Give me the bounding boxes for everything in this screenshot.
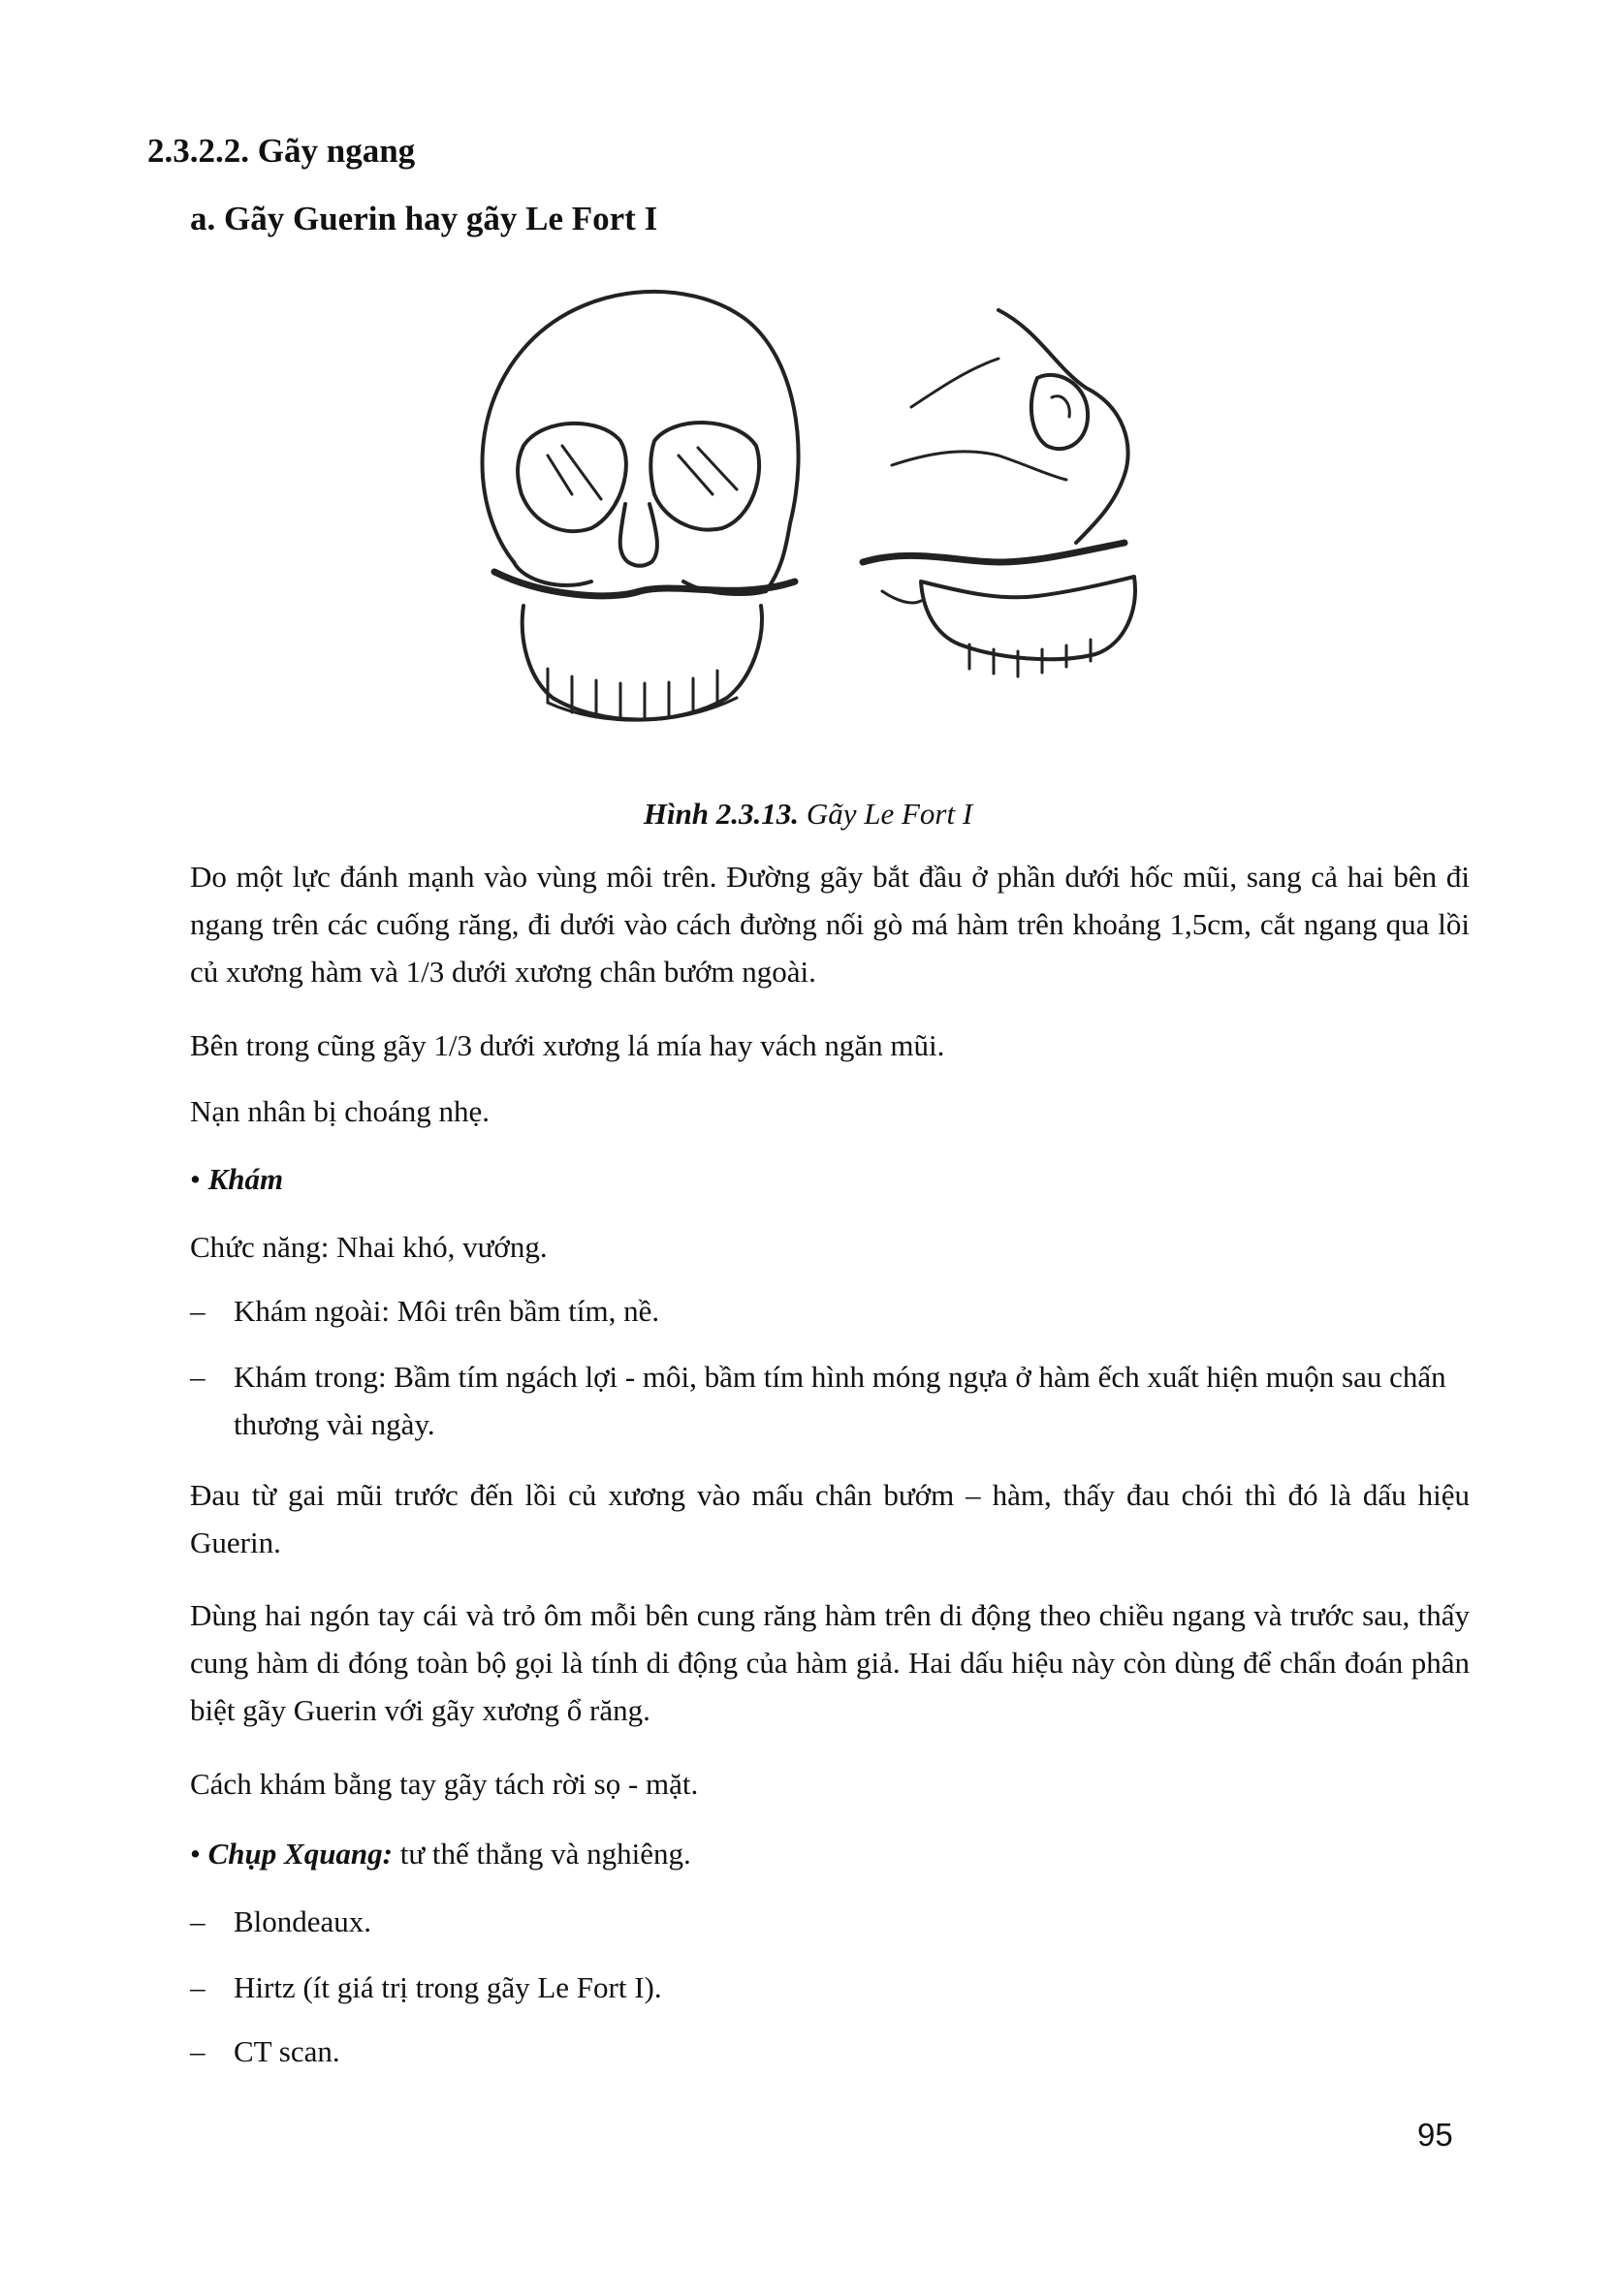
list-item-text: Khám trong: Bầm tím ngách lợi - môi, bầm tím hình móng ngựa ở hàm ếch xuất hiện muộn sau chấn thương vài ngày.: [234, 1360, 1446, 1441]
left-orbit: [518, 424, 626, 531]
body-text-block: [190, 1471, 1470, 1566]
paragraph-victim: Nạn nhân bị choáng nhẹ.: [190, 1094, 491, 1128]
list-item: [190, 1898, 1470, 1945]
nasal-cavity: [620, 504, 657, 566]
paragraph-chuc-nang: Chức năng: Nhai khó, vướng.: [190, 1230, 548, 1264]
dash-marker: –: [190, 1360, 206, 1394]
paragraph-hand-exam: Cách khám bằng tay gãy tách rời sọ - mặt.: [190, 1767, 699, 1801]
list-item: [190, 1287, 1470, 1335]
lateral-upper-jaw: [921, 577, 1135, 659]
bullet-icon: •: [190, 1837, 201, 1871]
right-orbit: [650, 423, 759, 530]
kham-heading: [190, 1155, 1470, 1203]
list-item-text: Khám ngoài: Môi trên bầm tím, nề.: [234, 1294, 660, 1328]
list-item: [190, 1353, 1470, 1448]
paragraph-mechanism: Do một lực đánh mạnh vào vùng môi trên. Đường gãy bắt đầu ở phần dưới hốc mũi, sang cả hai bên đi ngang trên các cuống răng, đi dưới vào cách đường nối gò má hàm trên khoảng 1,5cm, cắt ngang qua lồi củ xương hàm và 1/3 dưới xương chân bướm ngoài.: [190, 860, 1470, 989]
list-item-text: CT scan.: [234, 2034, 340, 2068]
dash-marker: –: [190, 1970, 206, 2004]
bullet-icon: •: [190, 1162, 201, 1196]
lateral-skull-outline: [998, 310, 1128, 543]
subsection-heading: a. Gãy Guerin hay gãy Le Fort I: [190, 200, 658, 237]
paragraph-guerin-sign: Đau từ gai mũi trước đến lồi củ xương vào mấu chân bướm – hàm, thấy đau chói thì đó là dấu hiệu Guerin.: [190, 1478, 1470, 1559]
xquang-desc: tư thế thẳng và nghiêng.: [399, 1837, 691, 1871]
body-text-block: [190, 1223, 1470, 1271]
body-text-block: [190, 1022, 1470, 1069]
fracture-line-frontal: [494, 572, 795, 596]
list-item: [190, 1964, 1470, 2011]
dash-marker: –: [190, 2034, 206, 2068]
body-text-block: [190, 1760, 1470, 1808]
xquang-title: Chụp Xquang:: [207, 1837, 393, 1871]
list-item: [190, 2028, 1470, 2075]
body-text-block: [190, 1591, 1470, 1734]
xquang-heading: [190, 1830, 1470, 1877]
dash-marker: –: [190, 1904, 206, 1938]
page-number: 95: [1417, 2117, 1453, 2153]
skull-illustration: [456, 271, 1192, 775]
dash-marker: –: [190, 1294, 206, 1328]
fracture-line-lateral: [863, 543, 1125, 562]
paragraph-inner-fracture: Bên trong cũng gãy 1/3 dưới xương lá mía hay vách ngăn mũi.: [190, 1028, 945, 1062]
list-item-text: Hirtz (ít giá trị trong gãy Le Fort I).: [234, 1970, 662, 2004]
list-item-text: Blondeaux.: [234, 1904, 372, 1938]
section-heading: 2.3.2.2. Gãy ngang: [147, 132, 416, 170]
body-text-block: [190, 1087, 1470, 1135]
paragraph-mobility: Dùng hai ngón tay cái và trỏ ôm mỗi bên cung răng hàm trên di động theo chiều ngang và trước sau, thấy cung hàm di đóng toàn bộ gọi là tính di động của hàm giả. Hai dấu hiệu này còn dùng để chẩn đoán phân biệt gãy Guerin với gãy xương ổ răng.: [190, 1598, 1470, 1727]
body-text-block: [190, 853, 1470, 995]
figure-caption: [0, 797, 1616, 832]
lateral-orbit: [1031, 375, 1088, 449]
kham-title: Khám: [207, 1162, 284, 1196]
caption-text: Gãy Le Fort I: [806, 797, 973, 831]
caption-label: Hình 2.3.13.: [643, 797, 800, 831]
